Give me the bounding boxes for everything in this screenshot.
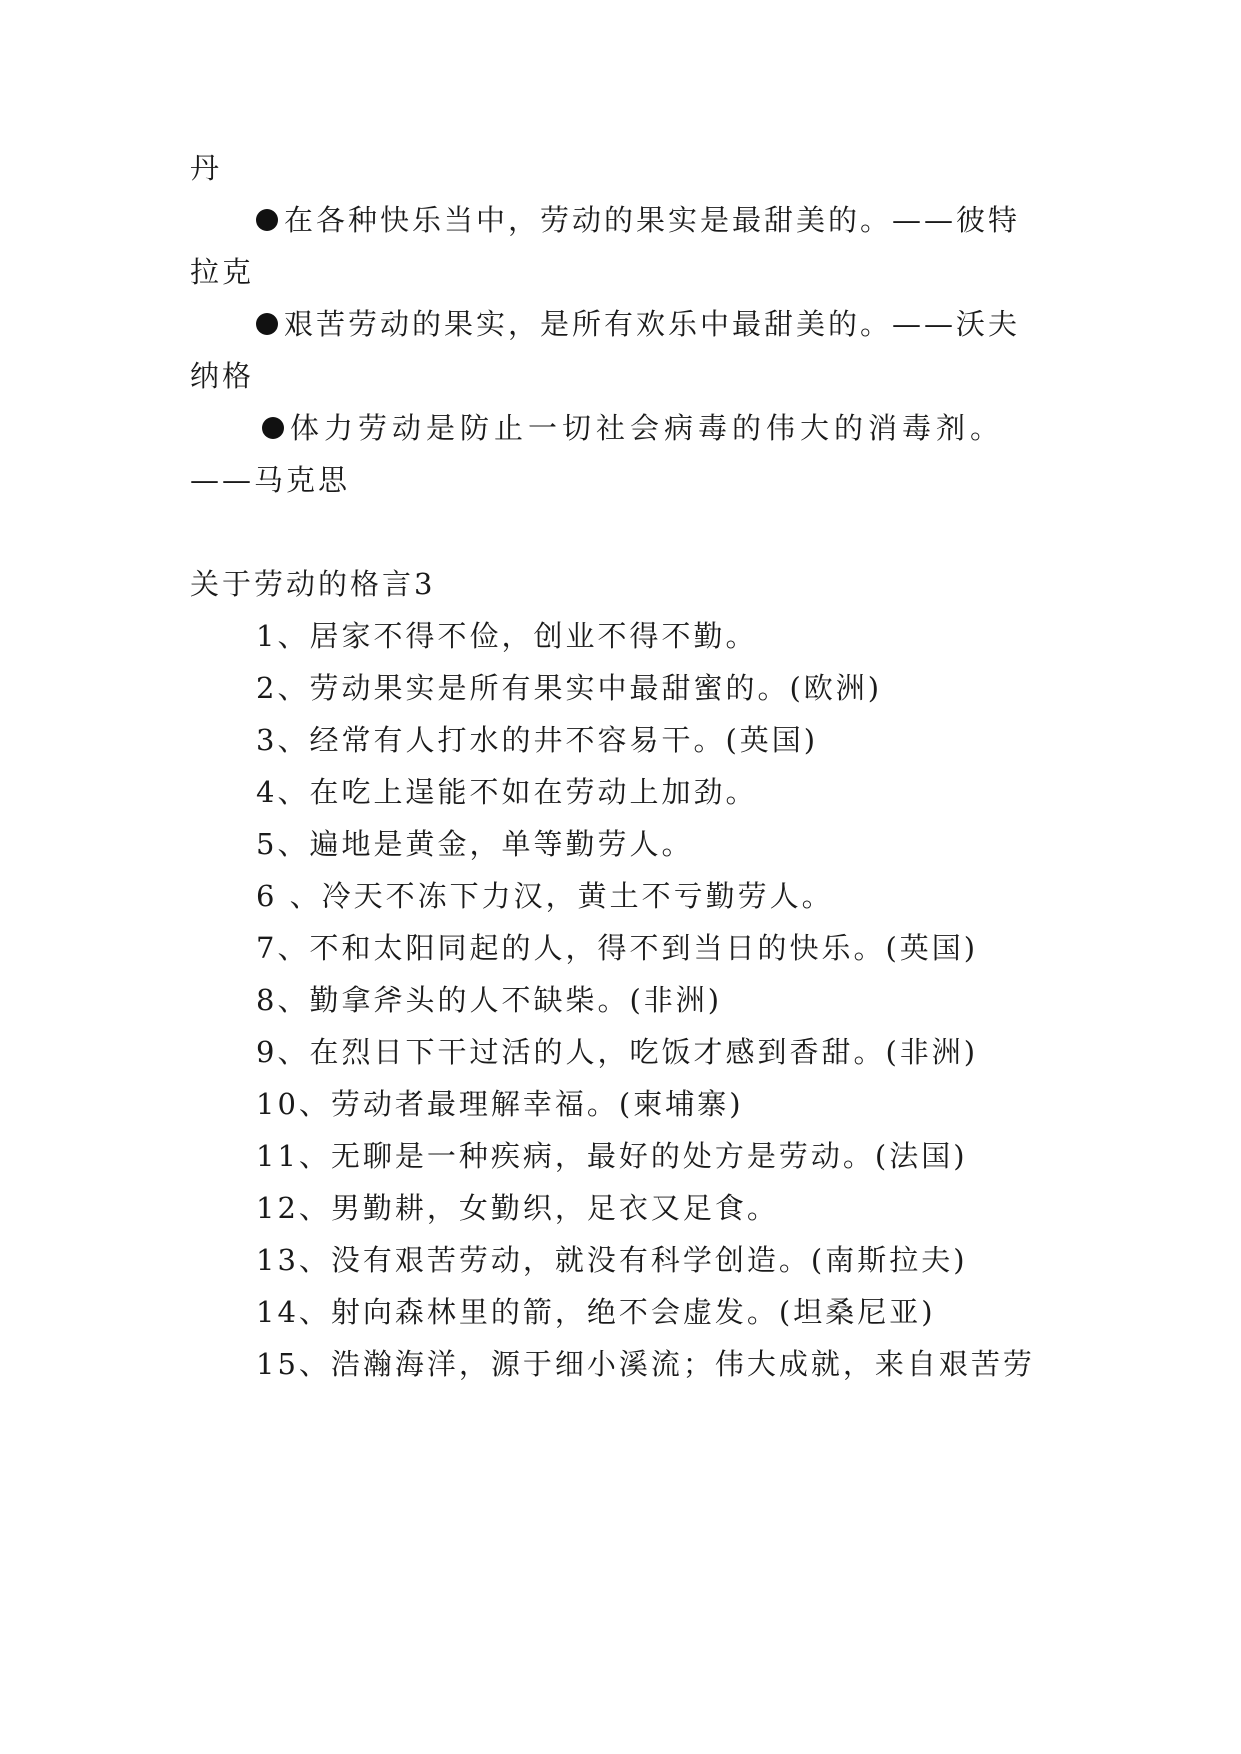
- list-item: 14、射向森林里的箭，绝不会虚发。(坦桑尼亚): [256, 1295, 936, 1329]
- quote-3-continuation: ——马克思: [190, 463, 351, 497]
- bullet-icon: [256, 209, 278, 231]
- list-item: 11、无聊是一种疾病，最好的处方是劳动。(法国): [256, 1139, 968, 1173]
- list-item: 15、浩瀚海洋，源于细小溪流；伟大成就，来自艰苦劳: [256, 1347, 1035, 1381]
- quote-3: [262, 408, 1122, 448]
- section-title: 关于劳动的格言3: [190, 567, 436, 601]
- bullet-icon: [256, 313, 278, 335]
- quote-3-text: 体力劳动是防止一切社会病毒的伟大的消毒剂。: [290, 411, 1005, 445]
- quote-1-text: 在各种快乐当中，劳动的果实是最甜美的。——彼特: [284, 203, 1021, 237]
- list-item: 2、劳动果实是所有果实中最甜蜜的。(欧洲): [256, 671, 883, 705]
- list-item: 5、遍地是黄金，单等勤劳人。: [256, 827, 694, 861]
- list-item: 10、劳动者最理解幸福。(柬埔寨): [256, 1087, 744, 1121]
- fragment-top: 丹: [190, 151, 223, 185]
- list-item: 8、勤拿斧头的人不缺柴。(非洲): [256, 983, 723, 1017]
- list-item: 12、男勤耕，女勤织，足衣又足食。: [256, 1191, 779, 1225]
- list-item: 7、不和太阳同起的人，得不到当日的快乐。(英国): [256, 931, 979, 965]
- quote-2-text: 艰苦劳动的果实，是所有欢乐中最甜美的。——沃夫: [284, 307, 1021, 341]
- list-item: 13、没有艰苦劳动，就没有科学创造。(南斯拉夫): [256, 1243, 968, 1277]
- bullet-icon: [262, 417, 284, 439]
- list-item: 9、在烈日下干过活的人，吃饭才感到香甜。(非洲): [256, 1035, 979, 1069]
- list-item: 3、经常有人打水的井不容易干。(英国): [256, 723, 819, 757]
- quote-2-continuation: 纳格: [190, 359, 255, 393]
- quote-1-continuation: 拉克: [190, 255, 255, 289]
- list-item: 1、居家不得不俭，创业不得不勤。: [256, 619, 758, 653]
- quote-2: [256, 304, 1116, 344]
- quote-1: [256, 200, 1116, 240]
- list-item: 6 、冷天不冻下力汉，黄土不亏勤劳人。: [256, 879, 834, 913]
- list-item: 4、在吃上逞能不如在劳动上加劲。: [256, 775, 758, 809]
